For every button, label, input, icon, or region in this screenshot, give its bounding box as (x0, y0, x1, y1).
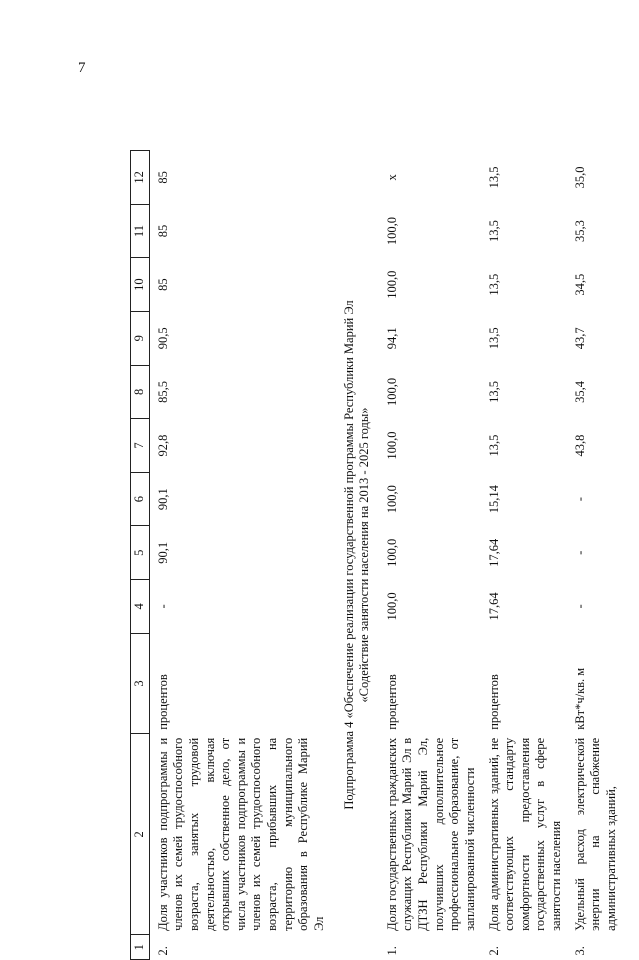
header-cell: 7 (131, 419, 150, 473)
value-cell: 13,5 (486, 434, 501, 457)
row-index: 2. (155, 946, 170, 956)
indicator-name: Доля участников подпрограммы и членов их семей трудоспособного возраста, занятых трудовой деятельностью, включая открывших собственное дело, от числа участников подпрограммы и членов их семей трудоспособного возраста, прибывших на территорию муниципального образования в Республике Марий Эл (155, 737, 326, 931)
header-cell: 9 (131, 311, 150, 365)
header-cell: 4 (131, 580, 150, 634)
value-cell: 15,14 (486, 485, 501, 514)
value-cell: 35,4 (572, 380, 587, 403)
value-cell: 13,5 (486, 327, 501, 350)
row-index: 3. (572, 946, 587, 956)
value-cell: 94,1 (384, 327, 399, 350)
value-cell: 13,5 (486, 380, 501, 403)
header-cell: 11 (131, 204, 150, 258)
subprogram-heading-row (330, 151, 383, 960)
value-cell: 34,5 (572, 273, 587, 296)
value-cell: 85 (155, 171, 170, 184)
value-cell: - (572, 604, 587, 609)
header-cell: 6 (131, 472, 150, 526)
header-row (131, 151, 150, 960)
row-index: 2. (486, 946, 501, 956)
value-cell: x (384, 174, 399, 181)
value-cell: 100,0 (384, 538, 399, 567)
value-cell: 90,5 (155, 327, 170, 350)
unit-cell: процентов (384, 674, 399, 730)
row-index: 1. (384, 946, 399, 956)
indicator-name: Доля государственных гражданских служащих Республики Марий Эл в ДТЗН Республики Марий Эл, получивших дополнительное профессиональное образование, от запланированной численности (384, 737, 477, 931)
indicator-name: Доля административных зданий, не соответствующих стандарту комфортности предоставления государственных услуг в сфере занятости населения (486, 737, 563, 931)
indicator-name: Удельный расход электрической энергии на снабжение административных зданий, (572, 737, 618, 931)
header-cell: 2 (131, 734, 150, 935)
value-cell: 35,3 (572, 220, 587, 242)
value-cell: 17,64 (486, 592, 501, 621)
value-cell: 13,5 (486, 273, 501, 296)
header-cell: 3 (131, 633, 150, 734)
value-cell: - (572, 497, 587, 502)
value-cell: 85 (155, 224, 170, 238)
value-cell: 85,5 (155, 380, 170, 403)
value-cell: 100,0 (384, 592, 399, 621)
table-row (567, 151, 622, 960)
subprogram-title-line2: «Содействие занятости населения на 2013 - 2025 годы» (357, 407, 372, 703)
value-cell: 100,0 (384, 377, 399, 406)
value-cell: - (155, 604, 170, 609)
table-row (383, 151, 481, 960)
value-cell: 17,64 (486, 538, 501, 567)
value-cell: - (572, 550, 587, 555)
value-cell: 43,7 (572, 327, 587, 350)
value-cell: 90,1 (155, 541, 170, 564)
value-cell: 13,5 (486, 166, 501, 189)
value-cell: 13,5 (486, 220, 501, 242)
indicator-table (130, 150, 622, 960)
header-cell: 10 (131, 258, 150, 312)
header-cell: 5 (131, 526, 150, 580)
header-cell: 12 (131, 151, 150, 205)
table-row (481, 151, 567, 960)
unit-cell: кВт*ч/кв. м (572, 667, 587, 730)
value-cell: 90,1 (155, 488, 170, 511)
value-cell: 100,0 (384, 270, 399, 299)
unit-cell: процентов (486, 674, 501, 730)
value-cell: 85 (155, 278, 170, 291)
page-number: 7 (78, 60, 86, 76)
unit-cell: процентов (155, 674, 170, 730)
value-cell: 100,0 (384, 485, 399, 514)
value-cell: 100,0 (384, 431, 399, 460)
value-cell: 100,0 (384, 216, 399, 246)
subprogram-title-line1: Подпрограмма 4 «Обеспечение реализации государственной программы Республики Марий Эл (341, 300, 356, 810)
value-cell: 43,8 (572, 434, 587, 457)
value-cell: 92,8 (155, 434, 170, 457)
header-cell: 1 (131, 935, 150, 960)
header-cell: 8 (131, 365, 150, 419)
subprogram-heading (330, 151, 383, 960)
table-row (149, 151, 329, 960)
rotated-table-container (130, 150, 639, 960)
value-cell: 35,0 (572, 166, 587, 189)
